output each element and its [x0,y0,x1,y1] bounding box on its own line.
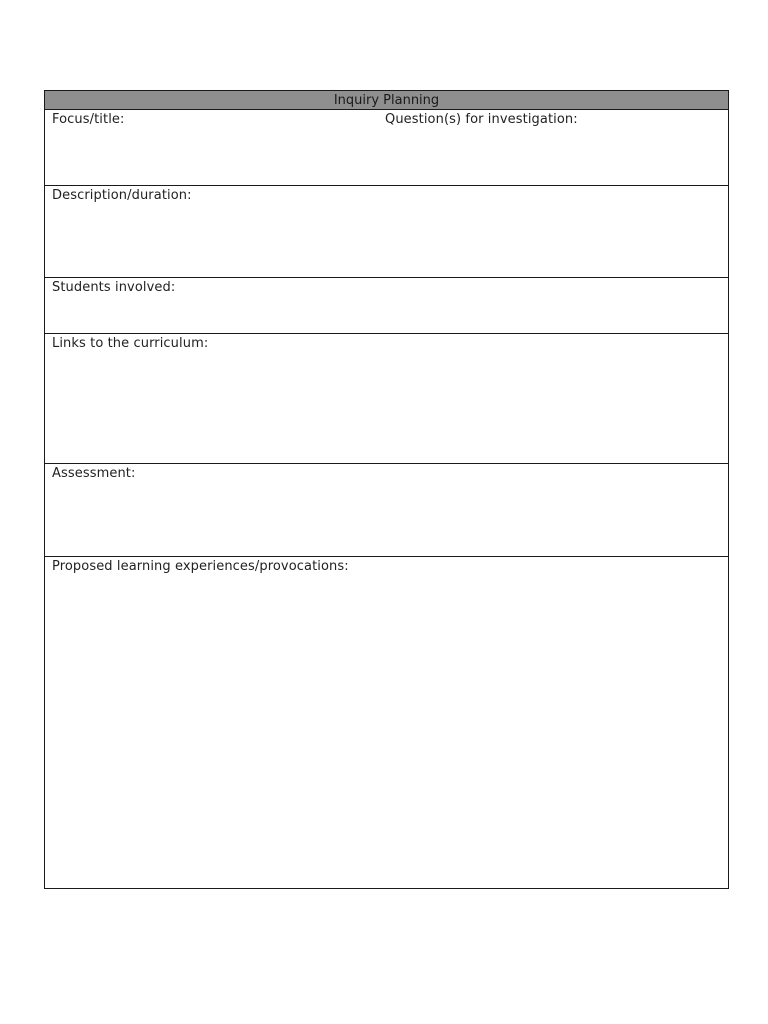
proposed-row [45,557,728,890]
form-title: Inquiry Planning [45,91,728,110]
focus-row [45,110,728,186]
students-row [45,278,728,334]
students-involved-label: Students involved: [52,280,176,295]
assessment-row [45,464,728,557]
description-duration-label: Description/duration: [52,188,192,203]
curriculum-links-label: Links to the curriculum: [52,336,209,351]
assessment-label: Assessment: [52,466,136,481]
focus-title-label: Focus/title: [52,112,125,127]
curriculum-row [45,334,728,464]
description-row [45,186,728,278]
questions-label: Question(s) for investigation: [385,112,578,127]
inquiry-planning-form [44,90,729,889]
proposed-experiences-label: Proposed learning experiences/provocations: [52,559,349,574]
